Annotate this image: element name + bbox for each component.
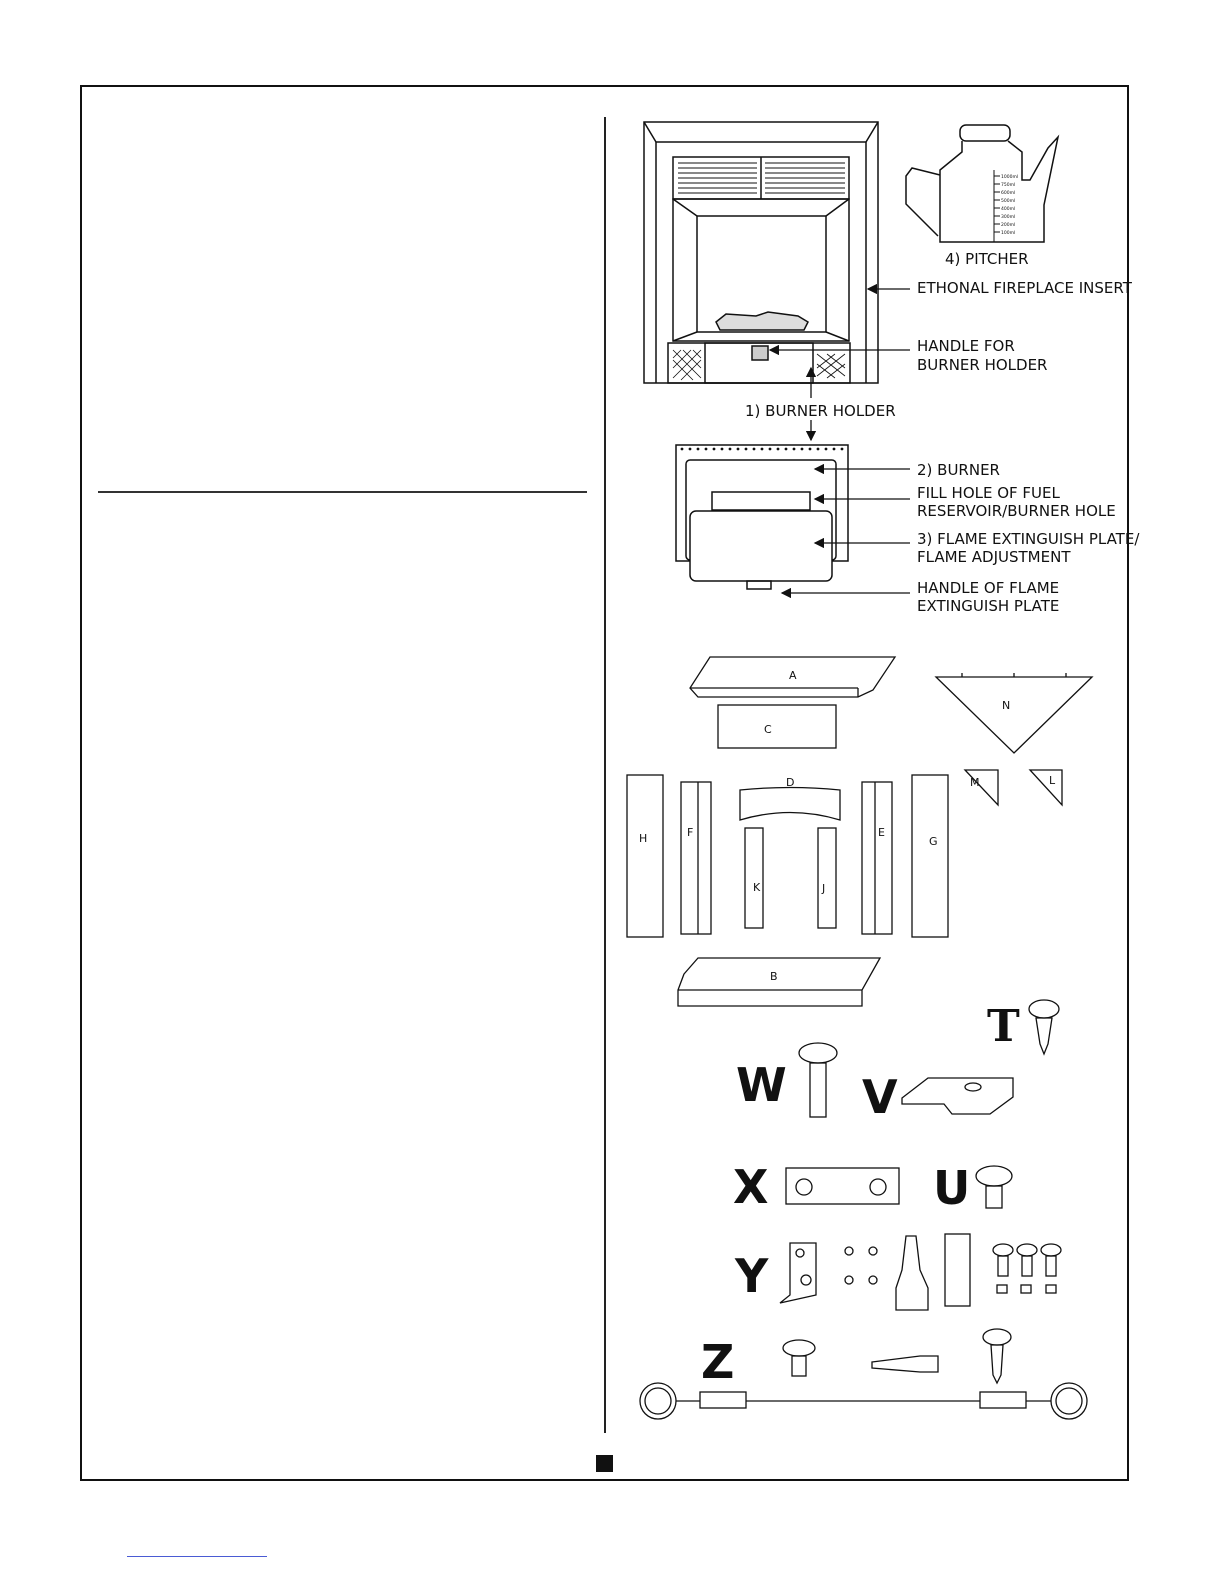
handle-callout-line1: HANDLE FOR xyxy=(917,337,1015,355)
insert-callout: ETHONAL FIREPLACE INSERT xyxy=(917,279,1132,297)
handle-flame-callout-line2: EXTINGUISH PLATE xyxy=(917,597,1060,615)
pitcher-callout: 4) PITCHER xyxy=(945,250,1029,268)
fireplace-insert-illustration xyxy=(644,122,878,383)
hardware-label-u: U xyxy=(933,1161,971,1215)
part-label-g: G xyxy=(929,835,938,848)
part-label-c: C xyxy=(764,723,772,736)
flame-plate-callout-line1: 3) FLAME EXTINGUISH PLATE/ xyxy=(917,530,1140,548)
pitcher-mark: 750ml xyxy=(1001,183,1016,188)
part-label-e: E xyxy=(878,826,885,839)
fill-hole-callout-line2: RESERVOIR/BURNER HOLE xyxy=(917,502,1116,520)
pitcher-mark: 500ml xyxy=(1001,199,1016,204)
part-label-d: D xyxy=(786,776,795,789)
handle-callout-line2: BURNER HOLDER xyxy=(917,356,1048,374)
pitcher-mark: 1000ml xyxy=(1001,175,1019,180)
hardware-label-x: X xyxy=(733,1160,769,1214)
pitcher-illustration xyxy=(906,125,1058,242)
burner-holder-callout: 1) BURNER HOLDER xyxy=(745,402,896,420)
pitcher-mark: 400ml xyxy=(1001,207,1016,212)
part-label-n: N xyxy=(1002,699,1011,712)
pitcher-mark: 600ml xyxy=(1001,191,1016,196)
part-label-h: H xyxy=(639,832,648,845)
part-label-b: B xyxy=(770,970,778,983)
part-label-l: L xyxy=(1049,774,1056,787)
fill-hole-callout-line1: FILL HOLE OF FUEL xyxy=(917,484,1060,502)
pitcher-mark: 300ml xyxy=(1001,215,1016,220)
handle-flame-callout-line1: HANDLE OF FLAME xyxy=(917,579,1060,597)
part-label-m: M xyxy=(970,776,980,789)
pitcher-mark: 100ml xyxy=(1001,231,1016,236)
part-label-f: F xyxy=(687,826,694,839)
part-label-a: A xyxy=(789,669,797,682)
panel-illustrations xyxy=(627,657,1092,1006)
hardware-label-v: V xyxy=(862,1070,898,1124)
flame-plate-callout-line2: FLAME ADJUSTMENT xyxy=(917,548,1071,566)
hardware-label-w: W xyxy=(736,1058,787,1112)
hardware-label-y: Y xyxy=(735,1249,769,1303)
part-label-j: J xyxy=(822,882,826,895)
hardware-label-t: T xyxy=(987,1001,1020,1052)
burner-illustration xyxy=(676,445,848,589)
burner-callout: 2) BURNER xyxy=(917,461,1000,479)
pitcher-mark: 200ml xyxy=(1001,223,1016,228)
hardware-label-z: Z xyxy=(701,1335,735,1389)
part-label-k: K xyxy=(753,881,761,894)
pitcher-scale xyxy=(1001,174,1018,236)
